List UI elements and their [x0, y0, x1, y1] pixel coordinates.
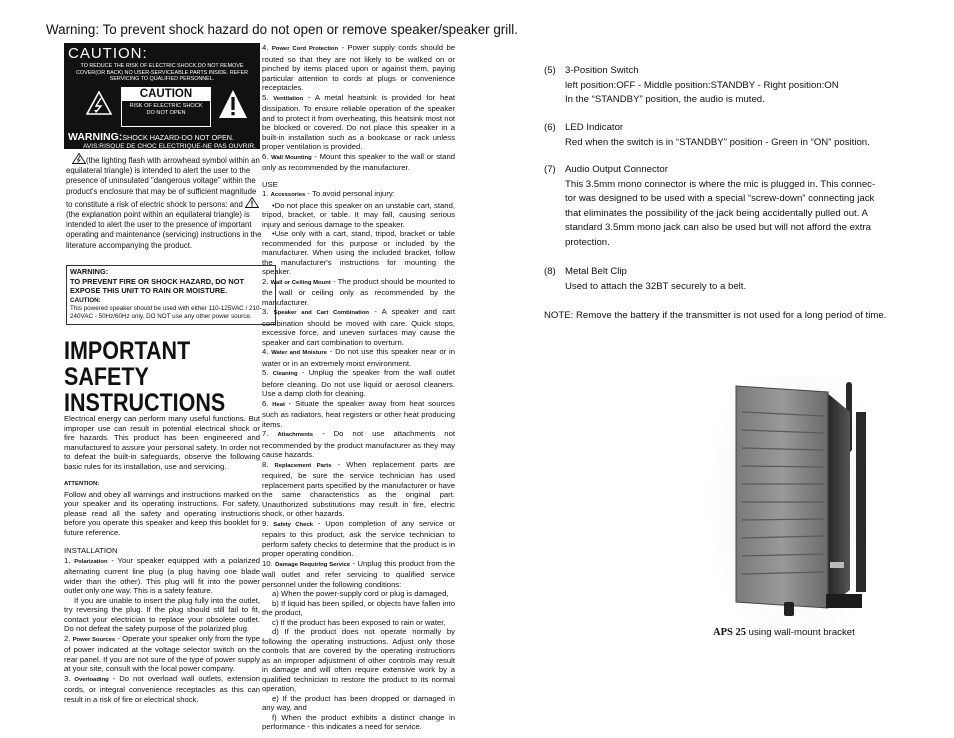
damage-d: d) If the product does not operate normally by following the operating instructions. Adjust only those controls that are covered by the operating instructions as an improper adjustment of other controls may result in damage and will often require extensive work by a qualified technician to restore the product to its normal operation,: [262, 627, 455, 693]
item-wall-ceiling: 2. Wall or Ceiling Mount - The product should be mounted to the wall or ceiling only as recommended by the manufacturer.: [262, 276, 456, 307]
page-title: [64, 338, 225, 416]
top-warning: Warning: To prevent shock hazard do not open or remove speaker/speaker grill.: [46, 22, 518, 37]
section-line: In the “STANDBY” position, the audio is muted.: [565, 94, 765, 106]
section-number: (7): [544, 164, 556, 175]
use-heading: USE: [262, 179, 278, 189]
battery-note: NOTE: Remove the battery if the transmitter is not used for a long period of time.: [544, 310, 887, 321]
intro-paragraph: Electrical energy can perform many useful functions. But improper use can result in potential electrical shock or fire hazards. This product has been engineered and manufactured to assure your personal safety. In order not to defeat the built-in safeguards, observe the following basic rules for its installation, use and servicing.: [64, 414, 260, 471]
lightning-triangle-icon: [72, 153, 86, 164]
symbol-text-part2: (the explanation point within an equilateral triangle) is intended to alert the user to the presence of important operating and maintenance (servicing) instructions in the literature accompanying the product.: [66, 210, 262, 250]
section-line: tor was designed to be used with a special “screw-down” connecting jack: [565, 193, 875, 205]
exclamation-triangle-icon: [218, 89, 248, 119]
inner-caution-line2: DO NOT OPEN: [146, 109, 186, 116]
warning-box-label: WARNING:: [70, 267, 109, 276]
damage-b: b) If liquid has been spilled, or objects have fallen into the product,: [262, 598, 455, 617]
damage-c: c) If the product has been exposed to rain or water,: [272, 617, 446, 627]
section-line: that eliminates the possibility of the jack being accidentally pulled out. A: [565, 207, 868, 219]
section-line: Red when the switch is in “STANDBY” position - Green in “ON” position.: [565, 136, 870, 148]
item-wall-mounting: 6. Wall Mounting - Mount this speaker to the wall or stand only as recommended by the manufacturer.: [262, 151, 456, 172]
middle-column: [262, 43, 455, 732]
damage-e: e) If the product has been dropped or damaged in any way, and: [262, 693, 455, 712]
warning-box-caution-text: This powered speaker should be used with either 110-125VAC / 210-240VAC - 50Hz/60Hz only. DO NOT use any other power source.: [70, 304, 262, 321]
section-led-indicator: [544, 121, 870, 150]
item-cleaning: 5. Cleaning - Unplug the speaker from the wall outlet before cleaning. Do not use liquid or aerosol cleaners. Use a damp cloth for cleaning.: [262, 368, 455, 398]
section-line: Used to attach the 32BT securely to a belt.: [565, 280, 747, 292]
item-heat: 6. Heat - Situate the speaker away from heat sources such as radiators, heat registers or other heat producing items.: [262, 398, 456, 429]
caution-symbols-row: [68, 85, 256, 131]
caution-warning-text: SHOCK HAZARD-DO NOT OPEN.: [122, 132, 234, 142]
section-belt-clip: [544, 265, 746, 294]
item-water-moisture: 4. Water and Moisture - Do not use this speaker near or in water or in an extremely moist environment.: [262, 347, 455, 368]
item-polarization: 1. Polarization - Your speaker equipped with a polarized alternating current line plug (a plug having one blade wider than the other). This plug will fit into the power outlet only one way. This is a safety feature.: [64, 555, 260, 595]
caption-text: using wall-mount bracket: [745, 627, 855, 638]
attention-label: ATTENTION:: [64, 481, 100, 487]
warning-box-text: TO PREVENT FIRE OR SHOCK HAZARD, DO NOT EXPOSE THIS UNIT TO RAIN OR MOISTURE.: [70, 276, 244, 296]
inner-caution-box: [121, 87, 211, 127]
caution-label-box: [64, 43, 260, 149]
item-power-cord: 4. Power Cord Protection - Power supply cords should be routed so that they are not likely to be walked on or pinched by items placed upon or against them, paying particular attention to cords at plugs or convenience receptacles.: [262, 43, 455, 92]
photo-caption: [713, 627, 855, 638]
section-number: (6): [544, 122, 556, 133]
item-power-sources: 2. Power Sources - Operate your speaker only from the type of power indicated at the voltage selector switch on the rear panel. If you are not sure of the type of power supply at your site, consult with the local power company.: [64, 633, 260, 673]
caption-model: APS 25: [713, 627, 746, 638]
item-attachments: 7. Attachments - Do not use attachments not recommended by the product manufacturer as they may cause hazards.: [262, 429, 455, 459]
section-line: This 3.5mm mono connector is where the mic is plugged in. This connec-: [565, 178, 876, 190]
accessories-bullet2: •Use only with a cart, stand, tripod, bracket or table recommended for this purpose or included by the manufacturer. When using the included bracket, follow the manufacturer's instructions for mounting the speaker.: [262, 229, 455, 276]
damage-f: f) When the product exhibits a distinct change in performance - this indicates a need for service.: [262, 712, 455, 731]
section-line: protection.: [565, 236, 610, 248]
caution-small-text: TO REDUCE THE RISK OF ELECTRIC SHOCK,DO NOT REMOVE COVER(OR BACK) NO USER-SERVICEABLE PARTS INSIDE. REFER SERVICING TO QUALIFIED PERSONNEL.: [76, 63, 248, 83]
inner-caution-title: CAUTION: [122, 88, 210, 101]
caution-warning-row: [68, 132, 256, 143]
section-title: LED Indicator: [565, 122, 624, 133]
symbol-text-part1: (the lighting flash with arrowhead symbol within an equilateral triangle) is intended to alert the user to the presence of uninsulated "dangerous voltage" within the product's enclosure that may be of sufficient magnitude to constitute a risk of electric shock to persons: and: [66, 156, 260, 209]
caution-title: CAUTION:: [68, 45, 148, 62]
symbol-explanation: [66, 153, 262, 251]
item-replacement-parts: 8. Replacement Parts - When replacement parts are required, be sure the service technician has used replacement parts specified by the manufacturer or have the same characteristics as the original part. Unauthorized substitutions may result in fire, electric shock, or other hazards.: [262, 459, 455, 518]
exclamation-triangle-icon: [245, 197, 259, 208]
section-number: (8): [544, 266, 556, 277]
caution-warning-label: WARNING:: [68, 130, 123, 143]
warning-box: [66, 265, 276, 325]
item-safety-check: 9. Safety Check - Upon completion of any service or repairs to this product, ask the service technician to perform safety checks to determine that the product is in proper operating condition.: [262, 518, 456, 558]
section-number: (5): [544, 65, 556, 76]
section-3-position-switch: [544, 64, 839, 108]
inner-caution-line1: RISK OF ELECTRIC SHOCK: [129, 102, 203, 109]
item-overloading: 3. Overloading - Do not overload wall outlets, extension cords, or integral convenience receptacles as this can result in a risk of fire or electrical shock.: [64, 673, 260, 704]
title-line2: SAFETY: [64, 363, 149, 391]
title-line3: INSTRUCTIONS: [64, 389, 226, 417]
item-cart-combination: 3. Speaker and Cart Combination - A speaker and cart combination should be moved with care. Quick stops, excessive force, and uneven surfaces may cause the speaker and cart combination to overturn.: [262, 307, 456, 347]
item-accessories: 1. Accessories - To avoid personal injury:: [262, 189, 395, 198]
item-ventilation: 5. Ventilation - A metal heatsink is provided for heat dissipation. To ensure reliable operation of the speaker and to protect it from overheating, this heatsink most not be blocked or covered. Do not place this speaker in a built-in installation such as a bookcase or rack unless proper ventilation is provided.: [262, 92, 455, 151]
installation-heading: INSTALLATION: [64, 546, 118, 555]
item-polarization-cont: If you are unable to insert the plug fully into the outlet, try reversing the plug. If the plug should still fail to fit, contact your electrician to replace your obsolete outlet. Do not defeat the safety purpose of the polarized plug.: [64, 595, 260, 633]
speaker-photo: [708, 376, 868, 626]
left-column: [64, 414, 260, 704]
section-title: Metal Belt Clip: [565, 266, 627, 277]
damage-a: a) When the power-supply cord or plug is damaged,: [272, 589, 449, 598]
accessories-bullet1: •Do not place this speaker on an unstable cart, stand, tripod, bracket, or table. It may fall, causing serious injury and serious damage to the speaker.: [262, 200, 455, 229]
section-line: left position:OFF - Middle position:STANDBY - Right position:ON: [565, 79, 839, 91]
title-line1: IMPORTANT: [64, 337, 191, 365]
warning-box-caution-label: CAUTION:: [70, 296, 101, 304]
section-audio-output: [544, 163, 875, 251]
section-title: Audio Output Connector: [565, 164, 668, 175]
attention-paragraph: Follow and obey all warnings and instructions marked on your speaker and its operating instructions. For safety, please read all the safety and operating instructions before you operate this speaker and keep this booklet for future reference.: [64, 489, 260, 537]
item-damage-service: 10. Damage Requiring Service - Unplug this product from the wall outlet and refer servicing to qualified service personnel under the following conditions:: [262, 558, 455, 589]
caution-avis: AVIS:RISQUE DE CHOC ELECTRIQUE-NE PAS OUVRIR.: [82, 142, 256, 150]
section-title: 3-Position Switch: [565, 65, 639, 76]
section-line: standard 3.5mm mono jack can also be used but will not afford the extra: [565, 222, 871, 234]
lightning-triangle-icon: [86, 91, 112, 115]
